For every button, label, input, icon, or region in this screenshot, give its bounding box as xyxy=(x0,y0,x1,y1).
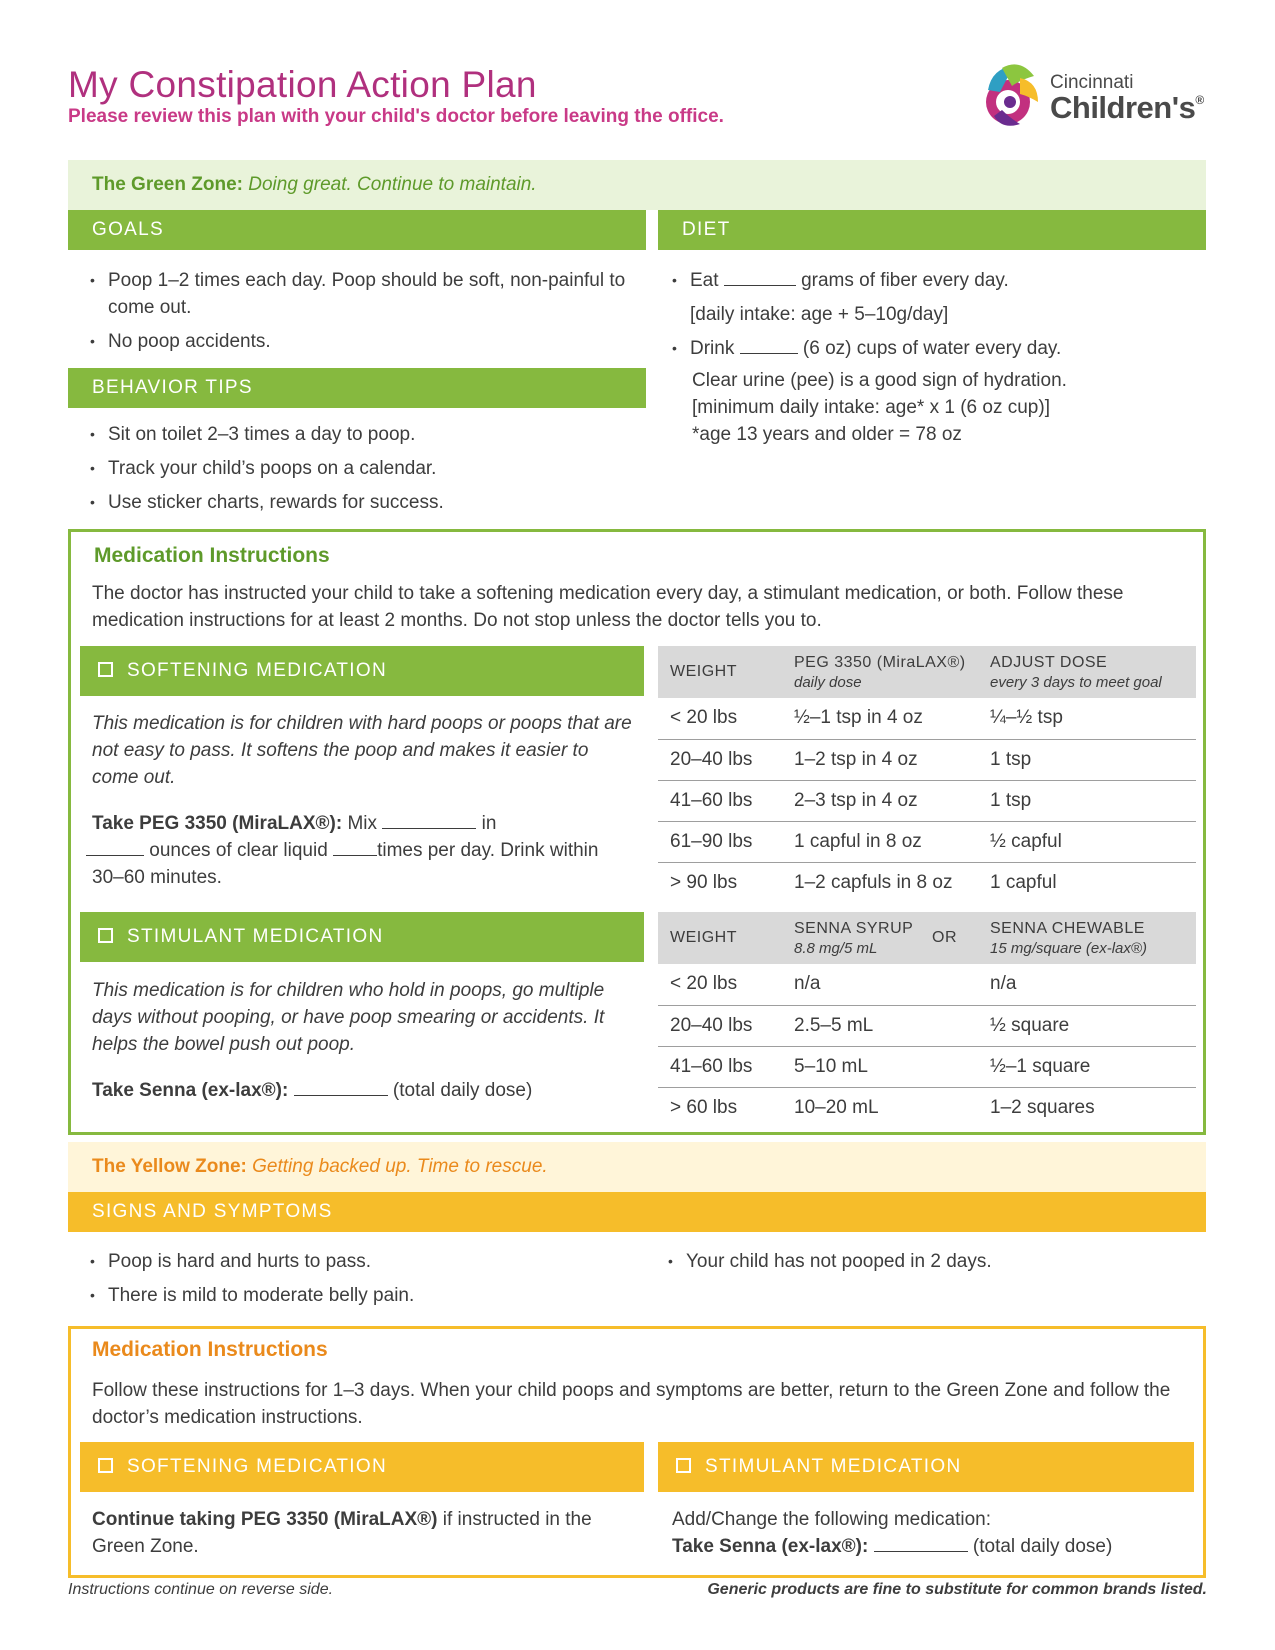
list-item: • Use sticker charts, rewards for success. xyxy=(86,489,646,516)
peg-take-label: Take PEG 3350 (MiraLAX®): xyxy=(92,813,343,834)
list-item: • Your child has not pooped in 2 days. xyxy=(664,1248,1204,1275)
senna-dose-blank[interactable] xyxy=(294,1078,388,1096)
yellow-medication-intro: Follow these instructions for 1–3 days. When your child poops and symptoms are better, return to the Green Zone and follow the doctor’s medication instructions. xyxy=(92,1380,1171,1428)
softening-instructions xyxy=(92,810,632,891)
logo-registered-mark: ® xyxy=(1195,93,1204,107)
yellow-softening-checkbox[interactable] xyxy=(98,1458,113,1473)
peg-ounces-label: ounces of clear liquid xyxy=(149,840,328,861)
softening-medication-bar[interactable] xyxy=(80,646,644,696)
table-cell: < 20 lbs xyxy=(658,964,782,1005)
peg-amount-blank[interactable] xyxy=(382,811,476,829)
age-note: *age 13 years and older = 78 oz xyxy=(692,424,962,445)
peg-col-adjust xyxy=(978,646,1196,698)
yellow-softening-bar[interactable] xyxy=(80,1442,644,1492)
table-cell: 41–60 lbs xyxy=(658,780,782,821)
table-cell: 1–2 tsp in 4 oz xyxy=(782,739,978,780)
list-item: • There is mild to moderate belly pain. xyxy=(86,1282,646,1309)
table-row xyxy=(658,862,1196,903)
list-item: • Sit on toilet 2–3 times a day to poop. xyxy=(86,421,646,448)
table-cell: 5–10 mL xyxy=(782,1046,932,1087)
peg-col-daily-label: PEG 3350 (MiraLAX®) xyxy=(794,653,966,671)
table-cell: 2.5–5 mL xyxy=(782,1005,932,1046)
table-cell: > 90 lbs xyxy=(670,871,738,893)
table-cell: 20–40 lbs xyxy=(658,1005,782,1046)
yellow-stimulant-line1: Add/Change the following medication: xyxy=(672,1509,991,1530)
table-cell: 1 capful in 8 oz xyxy=(782,821,978,862)
green-zone-label: The Green Zone: xyxy=(92,174,243,195)
peg-col-adjust-label: ADJUST DOSE xyxy=(990,653,1108,671)
diet-eat-pre: Eat xyxy=(690,270,719,291)
stimulant-medication-bar[interactable] xyxy=(80,912,644,962)
yellow-medication-heading: Medication Instructions xyxy=(92,1338,328,1361)
behavior-tips-list xyxy=(86,421,646,523)
logo-childrens-word: Children's xyxy=(1050,90,1196,125)
green-medication-intro: The doctor has instructed your child to take a softening medication every day, a stimulant medication, or both. Follow these medication instructions for at least 2 months. Do not stop unless the doctor tells you to. xyxy=(92,583,1124,631)
peg-col-daily-sub: daily dose xyxy=(794,673,862,691)
yellow-senna-take-label: Take Senna (ex-lax®): xyxy=(672,1536,869,1557)
peg-times-label: times per day. Drink within 30–60 minutes. xyxy=(92,840,599,888)
table-cell: 1 capful xyxy=(990,871,1057,893)
yellow-softening-bold: Continue taking PEG 3350 (MiraLAX®) xyxy=(92,1509,438,1530)
table-cell: 20–40 lbs xyxy=(658,739,782,780)
goals-heading: GOALS xyxy=(68,210,646,250)
stimulant-medication-title: STIMULANT MEDICATION xyxy=(127,926,384,947)
table-cell: ½–1 tsp in 4 oz xyxy=(782,698,978,739)
list-item: • No poop accidents. xyxy=(86,328,646,355)
minimum-intake-note: [minimum daily intake: age* x 1 (6 oz cup)] xyxy=(692,397,1050,418)
softening-medication-title: SOFTENING MEDICATION xyxy=(127,660,387,681)
senna-dose-table xyxy=(658,912,1196,1128)
table-cell: 1–2 squares xyxy=(990,1096,1095,1118)
green-medication-heading: Medication Instructions xyxy=(94,544,330,567)
peg-times-blank[interactable] xyxy=(333,838,377,856)
page-title: My Constipation Action Plan xyxy=(68,64,537,105)
yellow-stimulant-title: STIMULANT MEDICATION xyxy=(705,1456,962,1477)
peg-col-daily xyxy=(782,646,978,698)
senna-col-chewable-label: SENNA CHEWABLE xyxy=(990,919,1145,937)
peg-mix-label: Mix xyxy=(347,813,378,834)
yellow-softening-rest: if instructed in the Green Zone. xyxy=(92,1509,592,1557)
senna-take-label: Take Senna (ex-lax®): xyxy=(92,1080,289,1101)
table-cell: 41–60 lbs xyxy=(658,1046,782,1087)
table-cell: ½ square xyxy=(978,1005,1196,1046)
stimulant-instructions xyxy=(92,1077,632,1104)
yellow-softening-text xyxy=(92,1506,612,1560)
logo-mark-icon xyxy=(980,58,1050,138)
peg-col-adjust-sub: every 3 days to meet goal xyxy=(990,673,1162,691)
behavior-tips-heading: BEHAVIOR TIPS xyxy=(68,368,646,408)
peg-col-weight: WEIGHT xyxy=(658,646,782,698)
signs-symptoms-heading: SIGNS AND SYMPTOMS xyxy=(68,1192,1206,1232)
table-row xyxy=(658,821,1196,862)
diet-content xyxy=(672,267,1202,448)
yellow-senna-total-label: (total daily dose) xyxy=(972,1536,1113,1557)
senna-total-label: (total daily dose) xyxy=(392,1080,533,1101)
table-cell: n/a xyxy=(978,964,1196,1005)
list-item: • Track your child’s poops on a calendar. xyxy=(86,455,646,482)
logo-text-childrens xyxy=(1050,90,1204,126)
yellow-stimulant-text xyxy=(672,1506,1202,1560)
senna-col-syrup xyxy=(782,912,932,964)
table-cell: 10–20 mL xyxy=(794,1096,879,1118)
table-cell: 1–2 capfuls in 8 oz xyxy=(794,871,953,893)
table-cell: < 20 lbs xyxy=(658,698,782,739)
senna-col-or: OR xyxy=(932,912,978,964)
cincinnati-childrens-logo xyxy=(980,58,1210,138)
senna-col-syrup-label: SENNA SYRUP xyxy=(794,919,914,937)
table-cell: 1 tsp xyxy=(978,780,1196,821)
yellow-stimulant-line2 xyxy=(672,1533,1202,1560)
table-cell: ½ capful xyxy=(978,821,1196,862)
signs-list-right xyxy=(664,1248,1204,1282)
table-cell: n/a xyxy=(782,964,932,1005)
hydration-note: Clear urine (pee) is a good sign of hydration. xyxy=(692,370,1067,391)
senna-col-syrup-sub: 8.8 mg/5 mL xyxy=(794,939,878,957)
table-cell: > 60 lbs xyxy=(670,1096,738,1118)
table-row xyxy=(658,780,1196,821)
yellow-zone-tagline: Getting backed up. Time to rescue. xyxy=(252,1156,548,1177)
senna-col-chewable xyxy=(978,912,1196,964)
table-cell: ½–1 square xyxy=(978,1046,1196,1087)
softening-checkbox[interactable] xyxy=(98,662,113,677)
water-cups-blank[interactable] xyxy=(740,336,798,354)
table-cell: 2–3 tsp in 4 oz xyxy=(782,780,978,821)
goals-list xyxy=(86,267,646,362)
senna-col-weight: WEIGHT xyxy=(658,912,782,964)
yellow-stimulant-bar[interactable] xyxy=(658,1442,1194,1492)
yellow-stimulant-checkbox[interactable] xyxy=(676,1458,691,1473)
diet-eat-post: grams of fiber every day. xyxy=(801,270,1009,291)
fiber-note: [daily intake: age + 5–10g/day] xyxy=(690,304,949,325)
table-row xyxy=(658,739,1196,780)
signs-list-left xyxy=(86,1248,646,1316)
stimulant-description: This medication is for children who hold in poops, go multiple days without pooping, or have poop smearing or accidents. It helps the bowel push out poop. xyxy=(92,980,605,1055)
softening-description: This medication is for children with hard poops or poops that are not easy to pass. It softens the poop and makes it easier to come out. xyxy=(92,713,632,788)
yellow-softening-title: SOFTENING MEDICATION xyxy=(127,1456,387,1477)
table-row xyxy=(658,698,1196,739)
fiber-grams-blank[interactable] xyxy=(724,268,796,286)
table-cell: 1 tsp xyxy=(978,739,1196,780)
green-zone-tagline: Doing great. Continue to maintain. xyxy=(248,174,537,195)
diet-drink-line: • Drink (6 oz) cups of water every day. xyxy=(672,338,1062,359)
peg-in-label: in xyxy=(481,813,497,834)
diet-drink-pre: Drink xyxy=(690,338,735,359)
table-row xyxy=(658,1046,1196,1087)
footer-continue-note: Instructions continue on reverse side. xyxy=(68,1581,334,1598)
diet-eat-line: • Eat grams of fiber every day. xyxy=(672,270,1009,291)
table-cell: 61–90 lbs xyxy=(658,821,782,862)
yellow-zone-label: The Yellow Zone: xyxy=(92,1156,247,1177)
yellow-zone-banner xyxy=(68,1142,1206,1192)
stimulant-checkbox[interactable] xyxy=(98,928,113,943)
yellow-senna-dose-blank[interactable] xyxy=(874,1534,968,1552)
table-row xyxy=(658,964,1196,1005)
list-item: • Poop 1–2 times each day. Poop should be soft, non-painful to come out. xyxy=(86,267,646,321)
senna-col-chewable-sub: 15 mg/square (ex-lax®) xyxy=(990,939,1147,957)
page-subtitle: Please review this plan with your child's doctor before leaving the office. xyxy=(68,106,724,127)
green-zone-banner xyxy=(68,160,1206,210)
peg-ounces-blank[interactable] xyxy=(86,838,144,856)
table-row xyxy=(658,1005,1196,1046)
logo-text-cincinnati: Cincinnati xyxy=(1050,72,1134,93)
diet-drink-post: (6 oz) cups of water every day. xyxy=(802,338,1062,359)
diet-heading: DIET xyxy=(658,210,1206,250)
table-cell: ¼–½ tsp xyxy=(978,698,1196,739)
list-item: • Poop is hard and hurts to pass. xyxy=(86,1248,646,1275)
footer-generic-note: Generic products are fine to substitute for common brands listed. xyxy=(707,1581,1207,1598)
table-row xyxy=(658,1087,1196,1128)
peg-dose-table xyxy=(658,646,1196,903)
